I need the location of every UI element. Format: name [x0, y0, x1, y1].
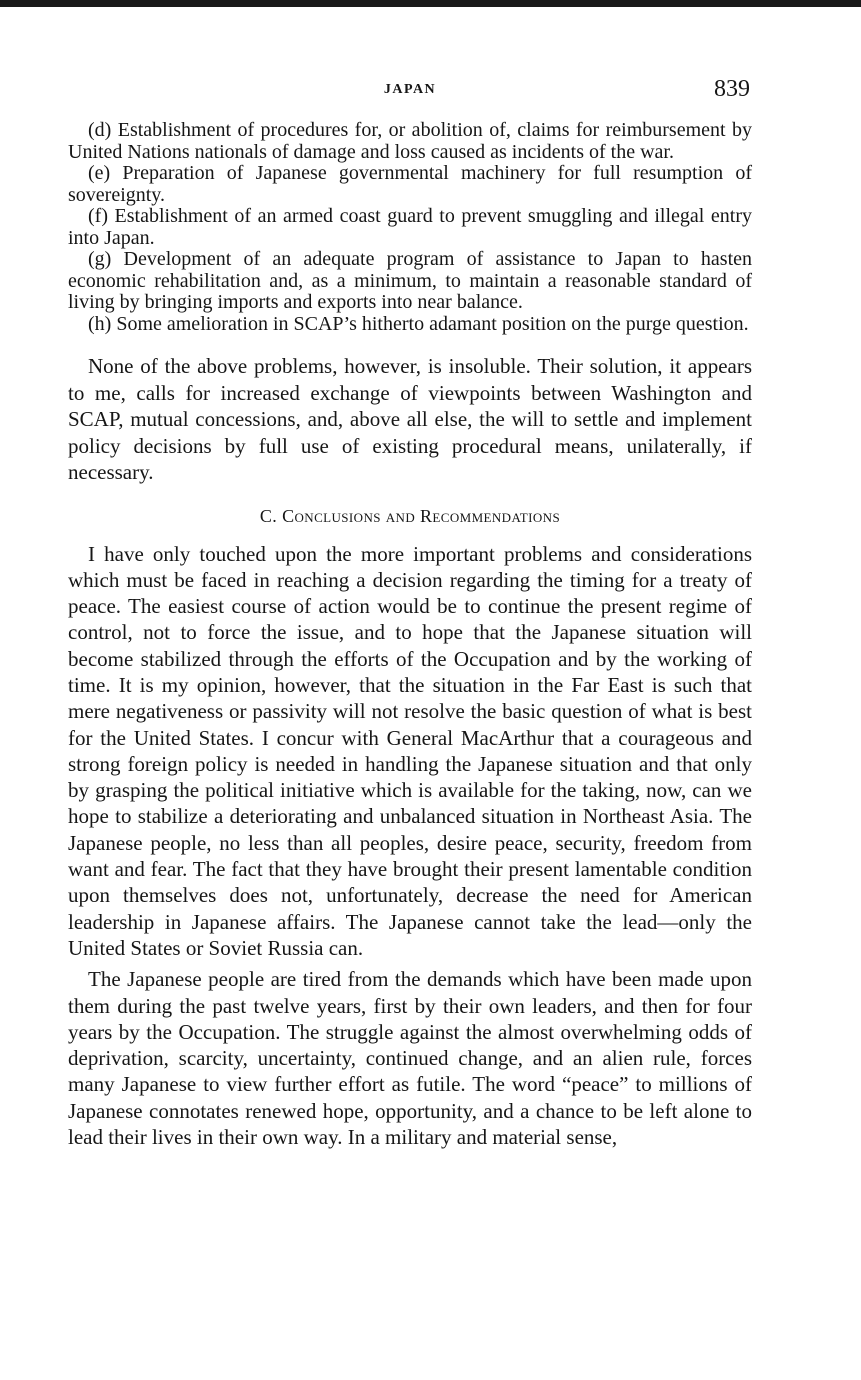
document-page [68, 76, 752, 1150]
page-number: 839 [714, 76, 750, 102]
summary-paragraph: None of the above problems, however, is insoluble. Their solution, it appears to me, calls for increased exchange of viewpoints between Washington and SCAP, mutual concessions, and, above all else, the will to settle and implement policy decisions by full use of existing procedural means, unilaterally, if necessary. [68, 354, 752, 484]
body-paragraph: The Japanese people are tired from the demands which have been made upon them during the past twelve years, first by their own leaders, and then for four years by the Occupation. The struggle against the almost overwhelming odds of deprivation, scarcity, uncertainty, continued change, and an alien rule, forces many Japanese to view further effort as futile. The word “peace” to millions of Japanese connotates renewed hope, opportunity, and a chance to be left alone to lead their lives in their own way. In a military and material sense, [68, 967, 752, 1150]
list-item-h: (h) Some amelioration in SCAP’s hitherto adamant position on the purge question. [88, 312, 749, 335]
section-marker: C. [259, 505, 278, 526]
section-heading [68, 506, 752, 527]
section-title: Conclusions and Recommendations [282, 505, 561, 526]
list-item-f: (f) Establishment of an armed coast guard to prevent smuggling and illegal entry into Japan. [68, 205, 752, 249]
list-item-e: (e) Preparation of Japanese governmental machinery for full resumption of sovereignty. [68, 162, 752, 206]
top-border-rule [0, 0, 861, 7]
running-title: JAPAN [383, 82, 437, 97]
issue-list [68, 120, 752, 335]
list-item-d: (d) Establishment of procedures for, or abolition of, claims for reimbursement by United Nations nationals of damage and loss caused as incidents of the war. [68, 119, 752, 163]
body-paragraph: I have only touched upon the more important problems and considerations which must be faced in reaching a decision regarding the timing for a treaty of peace. The easiest course of action would be to continue the present regime of control, not to force the issue, and to hope that the Japanese situation will become stabilized through the efforts of the Occupation and by the working of time. It is my opinion, however, that the situation in the Far East is such that mere negativeness or passivity will not resolve the basic question of what is best for the United States. I concur with General MacArthur that a courageous and strong foreign policy is needed in handling the Japanese situation and that only by grasping the political initiative which is available for the taking, now, can we hope to stabilize a deteriorating and unbalanced situation in Northeast Asia. The Japanese people, no less than all peoples, desire peace, security, freedom from want and fear. The fact that they have brought their present lamentable condition upon themselves does not, unfortunately, decrease the need for American leadership in Japanese affairs. The Japanese cannot take the lead—only the United States or Soviet Russia can. [68, 541, 752, 960]
list-item-g: (g) Development of an adequate program of assistance to Japan to hasten economic rehabilitation and, as a minimum, to maintain a reasonable standard of living by bringing imports and exports into near balance. [68, 248, 752, 313]
running-header [68, 76, 752, 112]
